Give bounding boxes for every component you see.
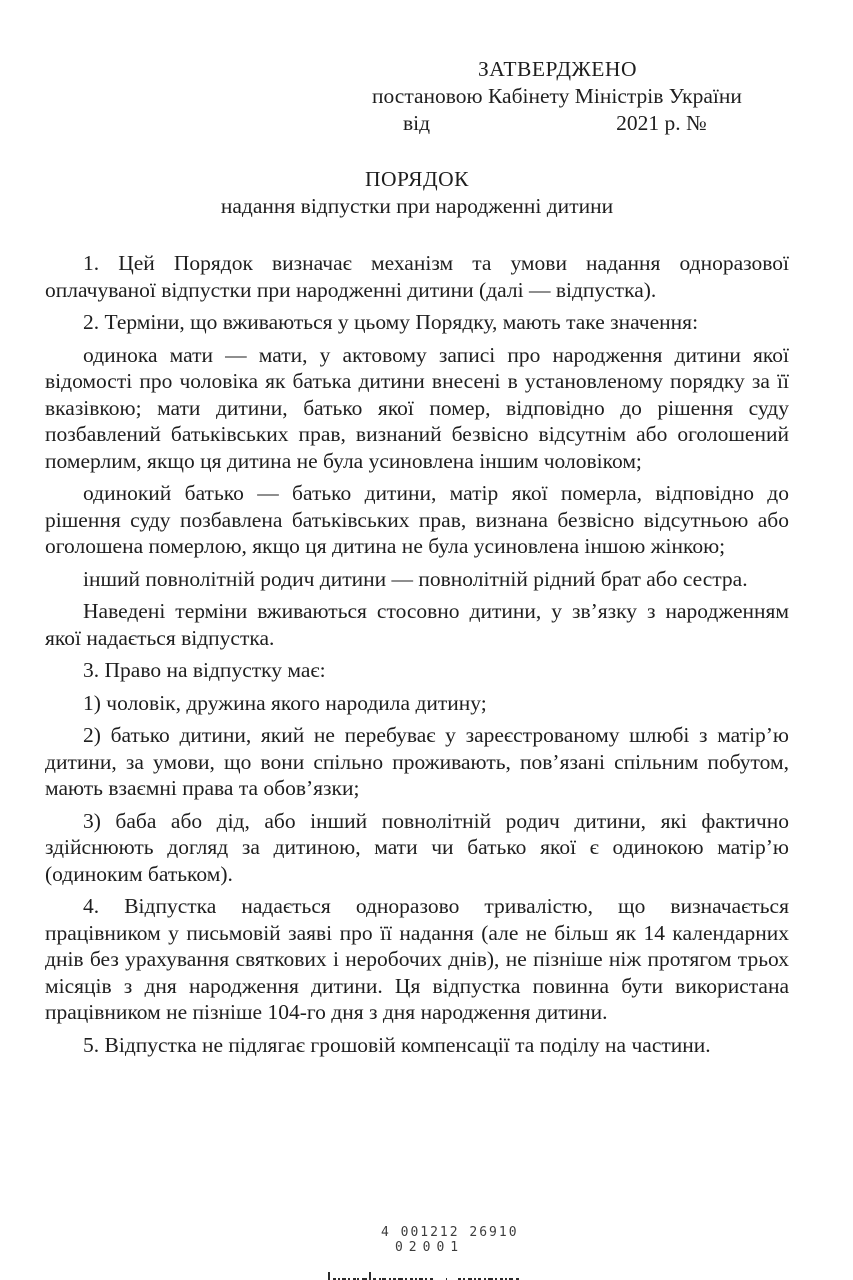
paragraph: Наведені терміни вживаються стосовно дитини, у зв’язку з народженням якої надається відпустка. — [45, 599, 789, 650]
approval-date-blank — [430, 110, 616, 137]
paragraph: 5. Відпустка не підлягає грошовій компенсації та поділу на частини. — [83, 1032, 711, 1057]
document-content — [45, 56, 789, 1058]
approval-stamp-label: ЗАТВЕРДЖЕНО — [478, 57, 637, 81]
barcode-digits — [322, 1210, 562, 1270]
barcode-bar — [328, 1272, 330, 1280]
approval-date-from-label: від — [403, 111, 431, 135]
barcode-bar — [369, 1272, 371, 1280]
paragraph: 4. Відпустка надається одноразово тривалістю, що визначається працівником у письмовій заяві про її надання (але не більш як 14 календарних днів без урахування святкових і неробочих днів), не пізніше ніж протягом трьох місяців з дня народження дитини. Ця відпустка повинна бути використана працівником не пізніше 104-го дня з дня народження дитини. — [45, 894, 789, 1024]
barcode-digits-right: 02001 — [394, 1240, 465, 1255]
paragraph: 1) чоловік, дружина якого народила дитину; — [83, 690, 487, 715]
paragraph: інший повнолітній родич дитини — повнолітній рідний брат або сестра. — [83, 566, 748, 591]
paragraph: 2) батько дитини, який не перебуває у зареєстрованому шлюбі з матір’ю дитини, за умови, що вони спільно проживають, пов’язані спільним побутом, мають взаємні права та обов’язки; — [45, 723, 789, 800]
approval-date-line — [372, 110, 789, 137]
barcode-bars — [322, 1272, 562, 1280]
barcode — [322, 1210, 562, 1280]
paragraph: 2. Терміни, що вживаються у цьому Порядку, мають таке значення: — [83, 310, 699, 334]
approval-block — [372, 56, 789, 137]
approval-year-number: 2021 р. № — [616, 111, 707, 135]
approval-authority: постановою Кабінету Міністрів України — [372, 84, 742, 108]
paragraph: 3. Право на відпустку має: — [83, 658, 326, 682]
paragraph: одинока мати — мати, у актовому записі про народження дитини якої відомості про чоловіка як батька дитини внесені в установленому порядку за її вказівкою; мати дитини, батько якої помер, відповідно до рішення суду позбавлений батьківських прав, визнаний безвісно відсутнім або оголошений померлим, якщо ця дитина не була усиновлена іншим чоловіком; — [45, 342, 789, 473]
document-subtitle: надання відпустки при народженні дитини — [220, 194, 614, 218]
barcode-digits-left: 4 001212 26910 — [380, 1225, 519, 1240]
paragraph: одинокий батько — батько дитини, матір якої померла, відповідно до рішення суду позбавлена батьківських прав, визнана безвісно відсутньою або оголошена померлою, якщо ця дитина не була усиновлена іншою жінкою; — [45, 481, 789, 558]
document-title: ПОРЯДОК — [364, 167, 470, 191]
document-body — [45, 250, 789, 1058]
paragraph: 1. Цей Порядок визначає механізм та умови надання одноразової оплачуваної відпустки при народженні дитини (далі — відпустка). — [45, 251, 789, 302]
paragraph: 3) баба або дід, або інший повнолітній родич дитини, які фактично здійснюють догляд за дитиною, мати чи батько якої є одинокою матір’ю (одиноким батьком). — [45, 808, 789, 886]
